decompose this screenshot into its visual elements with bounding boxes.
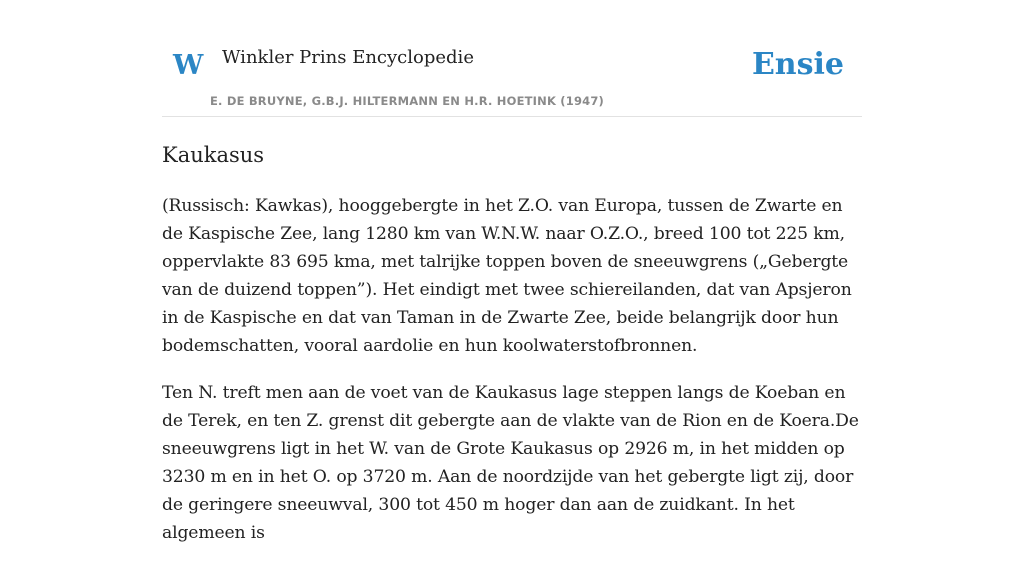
article-title: Kaukasus xyxy=(162,143,265,167)
site-header xyxy=(162,0,862,117)
source-authors: E. DE BRUYNE, G.B.J. HILTERMANN EN H.R. HOETINK (1947) xyxy=(210,94,605,108)
source-title[interactable]: Winkler Prins Encyclopedie xyxy=(222,47,474,68)
winkler-prins-logo[interactable]: W xyxy=(173,50,204,81)
article-paragraph: Ten N. treft men aan de voet van de Kaukasus lage steppen langs de Koeban en de Terek, en ten Z. grenst dit gebergte aan de vlakte van de Rion en de Koera.De sneeuwgrens ligt in het W. van de Grote Kaukasus op 2926 m, in het midden op 3230 m en in het O. op 3720 m. Aan de noordzijde van het gebergte ligt zij, door de geringere sneeuwval, 300 tot 450 m hoger dan aan de zuidkant. In het algemeen is xyxy=(162,383,859,543)
article-paragraph: (Russisch: Kawkas), hooggebergte in het Z.O. van Europa, tussen de Zwarte en de Kaspische Zee, lang 1280 km van W.N.W. naar O.Z.O., breed 100 tot 225 km, oppervlakte 83 695 kma, met talrijke toppen boven de sneeuwgrens („Gebergte van de duizend toppen”). Het eindigt met twee schiereilanden, dat van Apsjeron in de Kaspische en dat van Taman in de Zwarte Zee, beide belangrijk door hun bodemschatten, vooral aardolie en hun koolwaterstofbronnen. xyxy=(162,196,852,356)
ensie-logo[interactable]: Ensie xyxy=(751,47,844,82)
article-body xyxy=(162,192,862,566)
